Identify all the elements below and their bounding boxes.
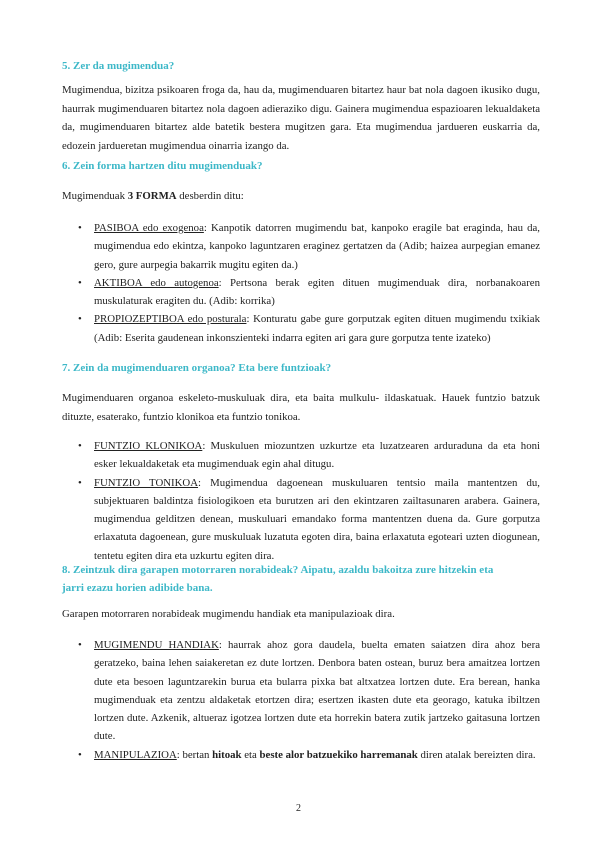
list-text: : Pertsona berak egiten dituen mugimenduak dira, norbanakoaren muskulaturak eragiten du. (Adib: korrika): [94, 276, 540, 308]
section-8-heading: [62, 561, 493, 597]
functions-list: [62, 437, 540, 565]
bullet-icon: •: [78, 222, 82, 234]
section-7-heading: 7. Zein da mugimenduaren organoa? Eta bere funtzioak?: [62, 362, 332, 374]
heading-line: jarri ezazu horien adibide bana.: [62, 582, 213, 594]
list-term: MUGIMENDU HANDIAK: [94, 639, 219, 651]
bullet-icon: •: [78, 748, 82, 761]
list-bold: hitoak: [212, 748, 242, 761]
list-term: AKTIBOA edo autogenoa: [94, 276, 219, 289]
list-item: [62, 746, 540, 764]
forms-list: [62, 219, 540, 347]
list-item: [62, 636, 540, 746]
heading-line: 8. Zeintzuk dira garapen motorraren norabideak? Aipatu, azaldu bakoitza zure hitzekin eta: [62, 564, 494, 576]
list-text: : bertan: [176, 748, 213, 761]
list-text: diren atalak bereizten dira.: [417, 748, 536, 761]
list-term: PROPIOZEPTIBOA edo posturala: [94, 313, 247, 326]
list-text: : haurrak ahoz gora daudela, buelta ematen saiatzen dira ahoz bera geratzeko, baina lehen saiakeretan ez dute lortzen. Denbora baten ostean, buruz bera amaitzea lortzen dute eta besoen laguntzarekin burua eta bularra pixka bat altxatzea lortzen dute. Era berean, hanka mugimenduak eta zentzu aldaketak etortzen dira; esertzen ikasten dute eta georago, katuka ibiltzen lortzen dute. Azkenik, altueraz igotzea lortzen dute eta horrekin batera zutik jartzeko gaitasuna lortzen dute.: [94, 639, 540, 743]
bullet-icon: •: [78, 476, 82, 489]
bullet-icon: •: [78, 440, 82, 452]
bullet-icon: •: [78, 276, 82, 289]
list-item: [62, 310, 540, 347]
bullet-icon: •: [78, 313, 82, 326]
list-item: [62, 437, 540, 474]
list-text: : Konturatu gabe gure gorputzak egiten dituen mugimendu txikiak (Adib: Eserita gaudenean inkonszienteki indarra egiten ari gara gure gorputza tente izateko): [94, 313, 540, 344]
directions-list: [62, 636, 540, 764]
list-item: [62, 274, 540, 311]
intro-bold: 3 FORMA: [127, 190, 177, 202]
list-term: PASIBOA edo exogenoa: [94, 222, 204, 234]
bullet-icon: •: [78, 639, 82, 651]
list-text: eta: [241, 748, 260, 761]
section-6-intro: [62, 187, 540, 206]
intro-text: Mugimenduak: [62, 190, 128, 202]
list-item: [62, 219, 540, 274]
list-text: : Kanpotik datorren mugimendu bat, kanpoko eragile bat eraginda, hau da, mugimendua edo ekintza, kanpoko laguntzaren eraginez gertatzen da (Adib; haizea aurpegian emanez gero, gure aurpegia bakarrik mugitu egiten da.): [94, 222, 541, 271]
page-number: 2: [296, 803, 301, 814]
list-term: MANIPULAZIOA: [94, 748, 177, 761]
section-6-heading: 6. Zein forma hartzen ditu mugimenduak?: [62, 160, 263, 172]
section-8-paragraph: Garapen motorraren norabideak mugimendu handiak eta manipulazioak dira.: [62, 608, 395, 620]
list-item: [62, 474, 540, 565]
section-5-heading: 5. Zer da mugimendua?: [62, 60, 175, 72]
list-text: : Muskuluen miozuntzen uzkurtze eta luzatzearen arduraduna da eta honi esker lekualdaketak eta mugimenduak egin ahal ditugu.: [94, 440, 541, 471]
list-term: FUNTZIO KLONIKOA: [94, 440, 203, 452]
section-5-paragraph: Mugimendua, bizitza psikoaren froga da, hau da, mugimenduaren bitartez haur bat nola dagoen ikusiko dugu, haurrak mugimenduaren bitartez nola dagoen adieraziko digu. Gainera mugimendua espazioaren lekualdaketa da, mugimenduaren bitartez alde batetik bestera mugitzen gara. Eta mugimendua jardueren euskarria da, edozein jardueretan mugimendua oinarria izango da.: [62, 84, 540, 152]
list-text: : Mugimendua dagoenean muskuluaren tentsio maila mantentzen du, subjektuaren baldintza fisiologikoen eta burutzen ari den ekintzaren zailtasunaren arabera. Gainera, mugimendua gelditzen denean, muskuluari emandako forma mantentzen duena da. Gure gorputza erlaxatuta dagoenean, gure muskuluak luzatuta egoten dira, baina erlaxatuta egoteari uzten diogunean, tentetu egiten dira eta uzkurtu egiten dira.: [94, 476, 540, 562]
list-bold: beste alor batzuekiko harremanak: [259, 748, 418, 761]
section-7-paragraph: Mugimenduaren organoa eskeleto-muskuluak dira, eta baita mulkulu- ildaskatuak. Hauek funtzio batzuk dituzte, esaterako, funtzio klonikoa eta funtzio tonikoa.: [62, 392, 540, 423]
intro-text: desberdin ditu:: [176, 190, 244, 202]
list-term: FUNTZIO TONIKOA: [94, 476, 199, 489]
